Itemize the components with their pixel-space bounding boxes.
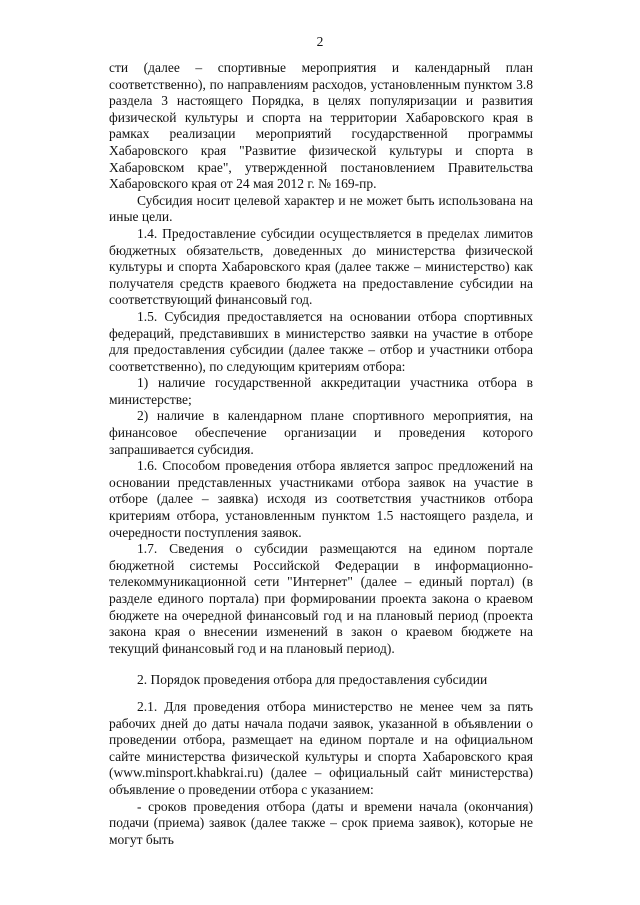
criterion-2: 2) наличие в календарном плане спортивного мероприятия, на финансовое обеспечение организации и проведения которого запрашивается субсидия.: [109, 408, 533, 457]
page-number: 2: [316, 34, 324, 49]
paragraph-2-1: 2.1. Для проведения отбора министерство не менее чем за пять рабочих дней до даты начала подачи заявок, указанной в объявлении о проведении отбора, размещает на едином портале и на официальном сайте министерства физической культуры и спорта Хабаровского края (www.minsport.khabkrai.ru) (далее – официальный сайт министерства) объявление о проведении отбора с указанием:: [109, 698, 533, 797]
list-item-deadlines: - сроков проведения отбора (даты и времени начала (окончания) подачи (приема) заявок (далее также – срок приема заявок), которые не могут быть: [109, 798, 533, 847]
paragraph-subsidy-purpose: Субсидия носит целевой характер и не может быть использована на иные цели.: [109, 192, 533, 225]
paragraph-continuation: сти (далее – спортивные мероприятия и календарный план соответственно), по направлениям расходов, установленным пунктом 3.8 раздела 3 настоящего Порядка, в целях популяризации и развития физической культуры и спорта на территории Хабаровского края в рамках реализации мероприятий государственной программы Хабаровского края "Развитие физической культуры и спорта в Хабаровском крае", утвержденной постановлением Правительства Хабаровского края от 24 мая 2012 г. № 169-пр.: [109, 60, 533, 192]
section-heading-2: 2. Порядок проведения отбора для предоставления субсидии: [137, 672, 488, 688]
criterion-1: 1) наличие государственной аккредитации участника отбора в министерстве;: [109, 375, 533, 407]
paragraph-1-5: 1.5. Субсидия предоставляется на основании отбора спортивных федераций, представивших в министерство заявки на участие в отборе для предоставления субсидии (далее также – отбор и участники отбора соответственно), по следующим критериям отбора:: [109, 308, 533, 374]
paragraph-1-7: 1.7. Сведения о субсидии размещаются на едином портале бюджетной системы Российской Федерации в информационно-телекоммуникационной сети "Интернет" (далее – единый портал) (в разделе единого портала) при формировании проекта закона о краевом бюджете на очередной финансовый год и на плановый период (проекта закона края о внесении изменений в закон о краевом бюджете на текущий финансовый год и на плановый период).: [109, 541, 533, 656]
paragraph-1-4: 1.4. Предоставление субсидии осуществляется в пределах лимитов бюджетных обязательств, доведенных до министерства физической культуры и спорта Хабаровского края (далее также – министерство) как получателя средств краевого бюджета на предоставление субсидии на соответствующий финансовый год.: [109, 225, 533, 308]
document-body: [109, 60, 533, 848]
paragraph-1-6: 1.6. Способом проведения отбора является запрос предложений на основании представленных участниками отбора заявок на участие в отборе (далее – заявка) исходя из соответствия участников отбора критериям отбора, установленным пунктом 1.5 настоящего раздела, и очередности поступления заявок.: [109, 458, 533, 540]
